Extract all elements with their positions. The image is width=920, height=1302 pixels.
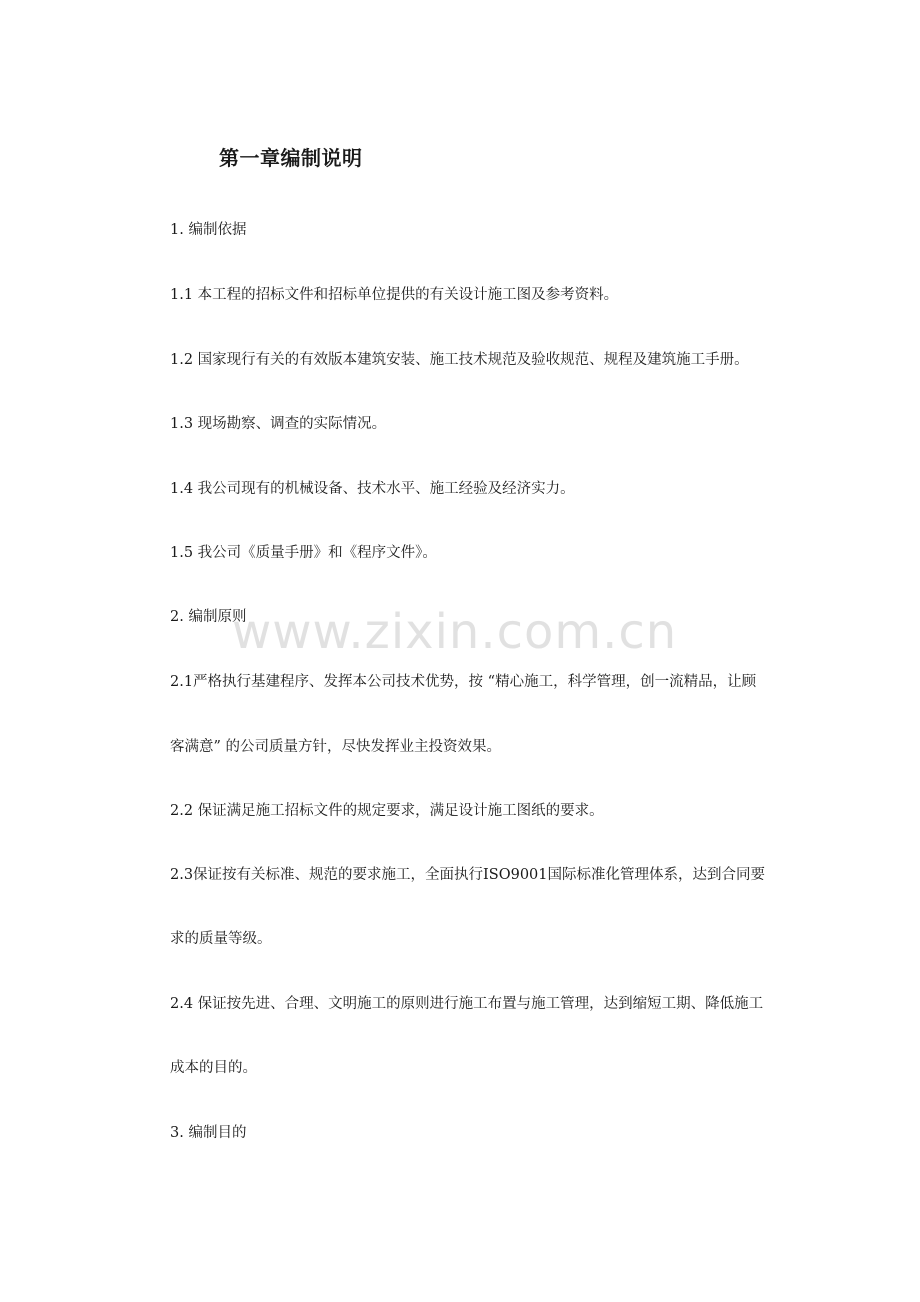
paragraph-2-2: 2.2 保证满足施工招标文件的规定要求，满足设计施工图纸的要求。 bbox=[170, 803, 604, 819]
paragraph-1-2: 1.2 国家现行有关的有效版本建筑安装、施工技术规范及验收规范、规程及建筑施工手册。 bbox=[170, 352, 749, 368]
paragraph-2-4-line-1: 2.4 保证按先进、合理、文明施工的原则进行施工布置与施工管理，达到缩短工期、降低施工 bbox=[170, 996, 764, 1012]
paragraph-1-5: 1.5 我公司《质量手册》和《程序文件》。 bbox=[170, 545, 437, 561]
chapter-title: 第一章编制说明 bbox=[219, 146, 363, 170]
paragraph-2-1-line-2: 客满意” 的公司质量方针，尽快发挥业主投资效果。 bbox=[170, 739, 502, 755]
paragraph-2-3-line-2: 求的质量等级。 bbox=[170, 931, 272, 947]
paragraph-2-1-line-1: 2.1严格执行基建程序、发挥本公司技术优势，按 “精心施工，科学管理，创一流精品，让顾 bbox=[170, 674, 757, 690]
paragraph-1-1: 1.1 本工程的招标文件和招标单位提供的有关设计施工图及参考资料。 bbox=[170, 287, 619, 303]
paragraph-2-4-line-2: 成本的目的。 bbox=[170, 1060, 257, 1076]
section-heading-1: 1. 编制依据 bbox=[170, 222, 247, 238]
section-heading-3: 3. 编制目的 bbox=[170, 1125, 247, 1141]
paragraph-1-4: 1.4 我公司现有的机械设备、技术水平、施工经验及经济实力。 bbox=[170, 481, 575, 497]
watermark-text: www.zixin.com.cn bbox=[232, 604, 678, 660]
paragraph-2-3-line-1: 2.3保证按有关标准、规范的要求施工，全面执行ISO9001国际标准化管理体系，达到合同要 bbox=[170, 867, 766, 883]
paragraph-1-3: 1.3 现场勘察、调查的实际情况。 bbox=[170, 416, 387, 432]
section-heading-2: 2. 编制原则 bbox=[170, 609, 247, 625]
